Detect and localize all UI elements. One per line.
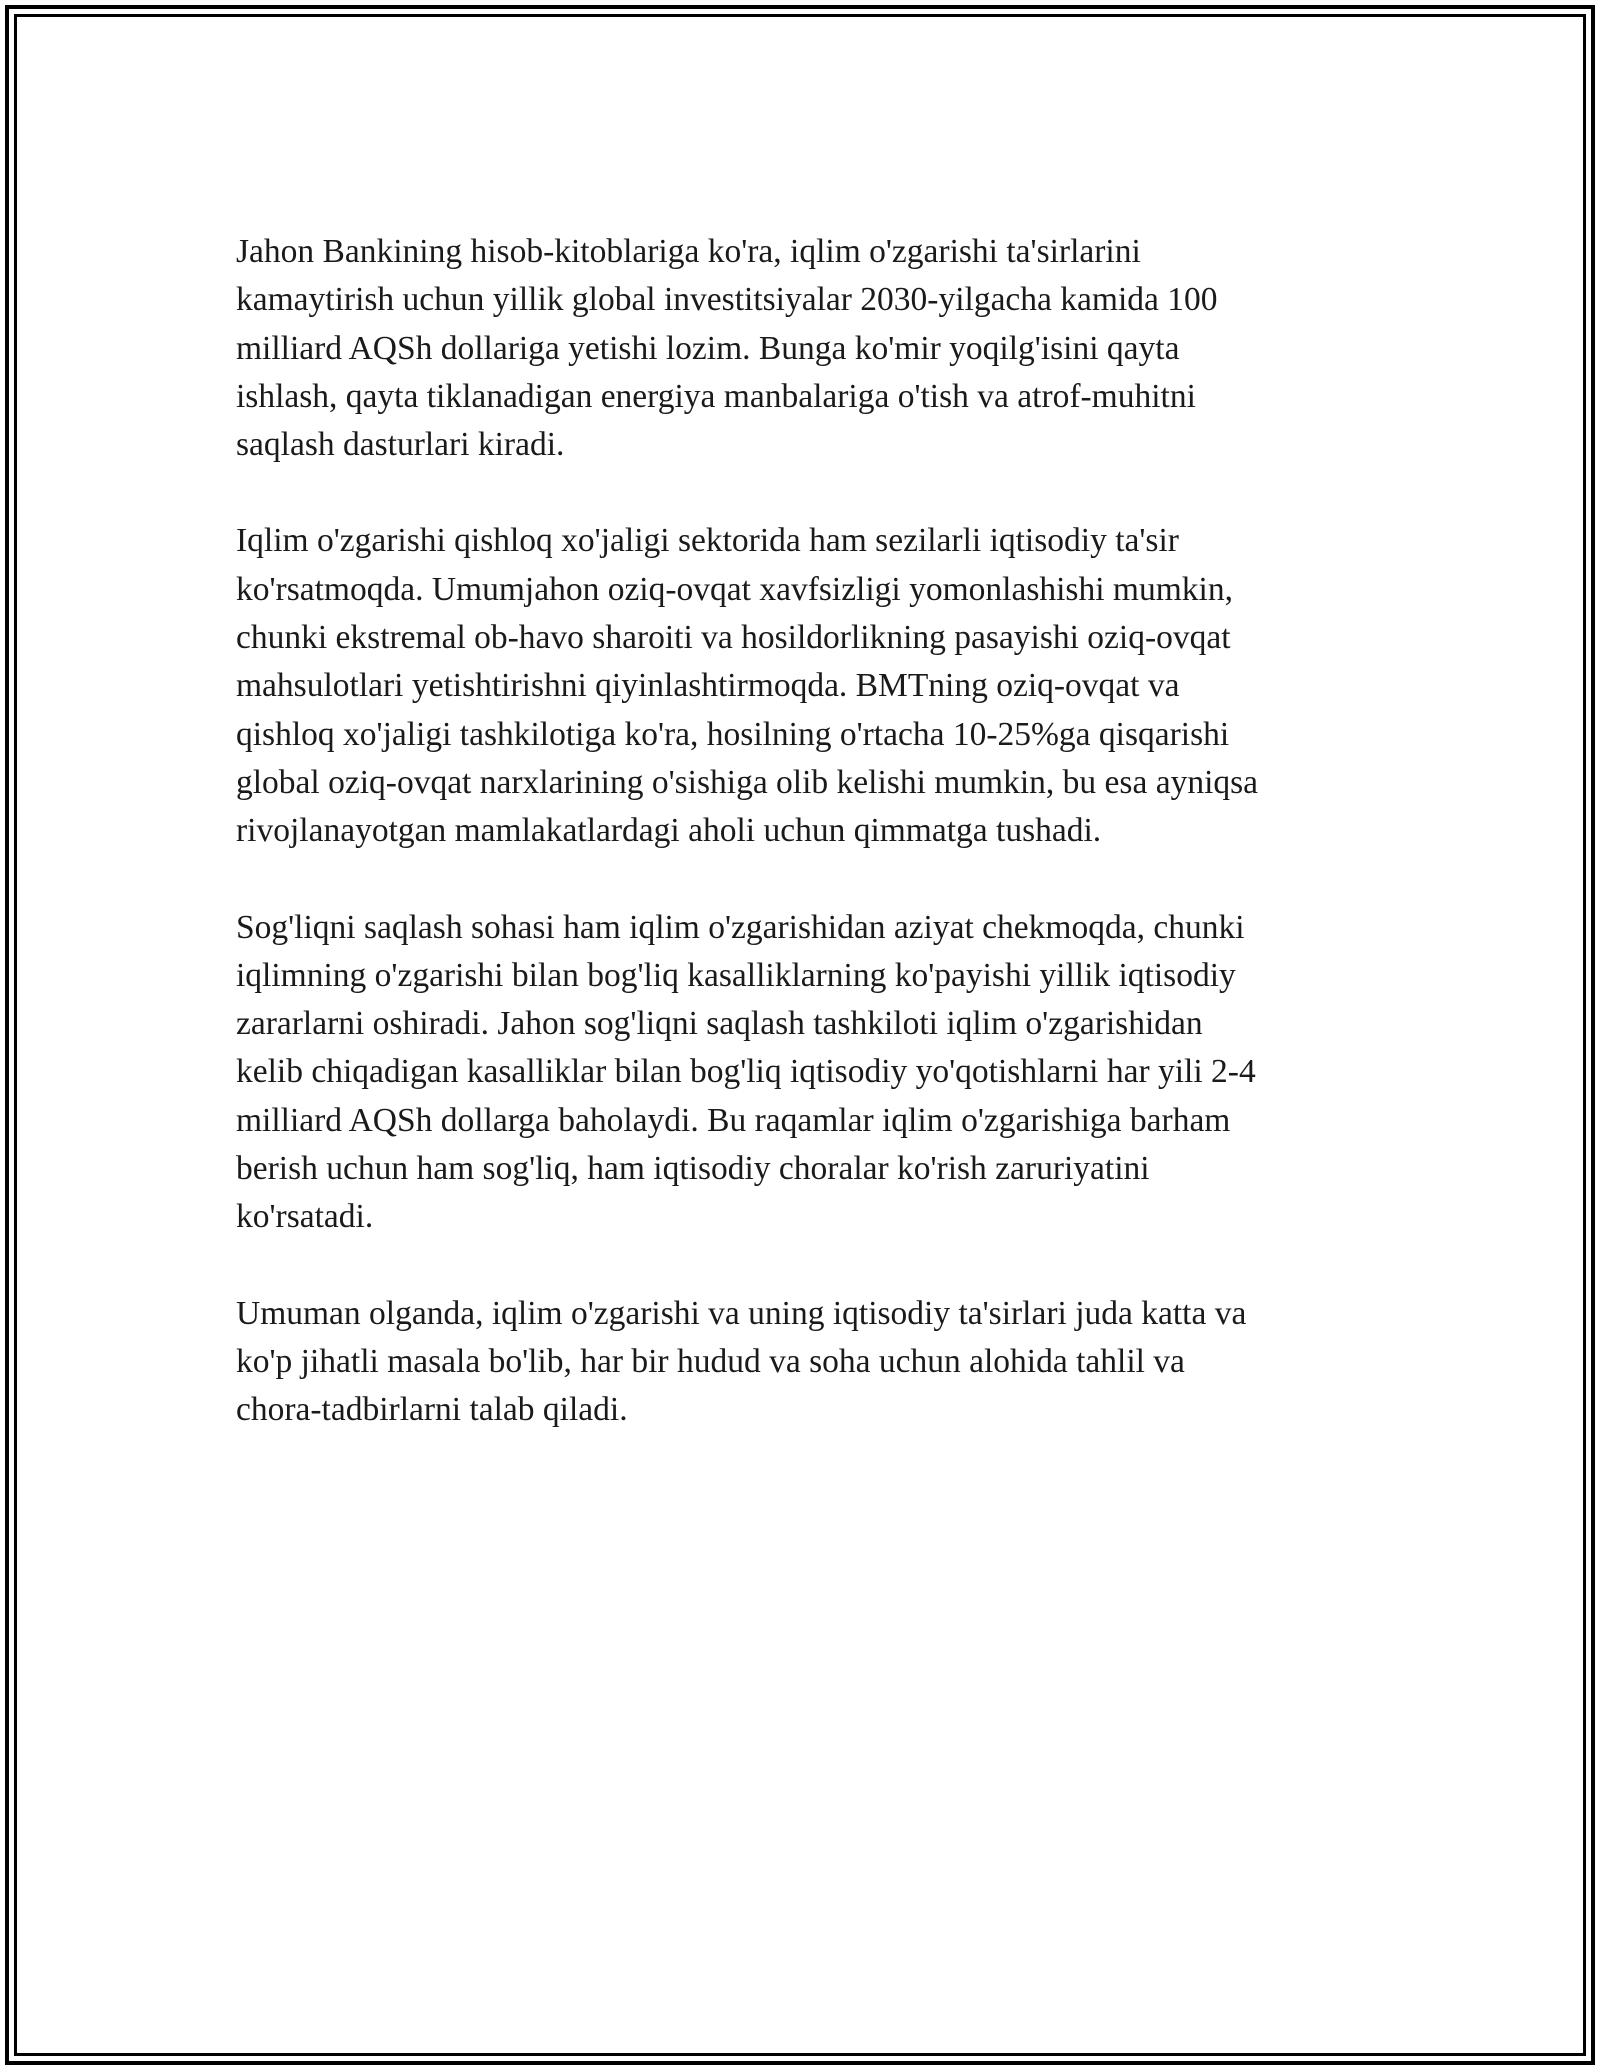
text-line: kamaytirish uchun yillik global investitsiyalar 2030-yilgacha kamida 100 bbox=[236, 281, 1218, 319]
text-line: ko'p jihatli masala bo'lib, har bir hudud va soha uchun alohida tahlil va bbox=[236, 1342, 1185, 1380]
text-line: Umuman olganda, iqlim o'zgarishi va uning iqtisodiy ta'sirlari juda katta va bbox=[236, 1294, 1247, 1332]
text-line: rivojlanayotgan mamlakatlardagi aholi uchun qimmatga tushadi. bbox=[236, 812, 1102, 850]
text-line: global oziq-ovqat narxlarining o'sishiga olib kelishi mumkin, bu esa ayniqsa bbox=[236, 763, 1259, 801]
text-line: kelib chiqadigan kasalliklar bilan bog'liq iqtisodiy yo'qotishlarni har yili 2-4 bbox=[236, 1053, 1256, 1091]
text-line: chora-tadbirlarni talab qiladi. bbox=[236, 1391, 628, 1429]
text-line: iqlimning o'zgarishi bilan bog'liq kasalliklarning ko'payishi yillik iqtisodiy bbox=[236, 956, 1236, 994]
text-line: saqlash dasturlari kiradi. bbox=[236, 426, 565, 464]
text-line: mahsulotlari yetishtirishni qiyinlashtirmoqda. BMTning oziq-ovqat va bbox=[236, 667, 1180, 705]
text-line: milliard AQSh dollarga baholaydi. Bu raqamlar iqlim o'zgarishiga barham bbox=[236, 1101, 1231, 1139]
document-body bbox=[236, 228, 1366, 1483]
text-line: chunki ekstremal ob-havo sharoiti va hosildorlikning pasayishi oziq-ovqat bbox=[236, 619, 1231, 657]
text-line: Jahon Bankining hisob-kitoblariga ko'ra, iqlim o'zgarishi ta'sirlarini bbox=[236, 233, 1141, 270]
text-line: qishloq xo'jaligi tashkilotiga ko'ra, hosilning o'rtacha 10-25%ga qisqarishi bbox=[236, 715, 1230, 753]
text-line: milliard AQSh dollariga yetishi lozim. Bunga ko'mir yoqilg'isini qayta bbox=[236, 329, 1180, 367]
text-line: ishlash, qayta tiklanadigan energiya manbalariga o'tish va atrof-muhitni bbox=[236, 377, 1196, 415]
paragraph-health bbox=[236, 904, 1366, 1242]
text-line: Sog'liqni saqlash sohasi ham iqlim o'zgarishidan aziyat chekmoqda, chunki bbox=[236, 908, 1245, 946]
text-line: Iqlim o'zgarishi qishloq xo'jaligi sektorida ham sezilarli iqtisodiy ta'sir bbox=[236, 522, 1179, 560]
text-line: berish uchun ham sog'liq, ham iqtisodiy choralar ko'rish zaruriyatini bbox=[236, 1150, 1150, 1188]
text-line: ko'rsatmoqda. Umumjahon oziq-ovqat xavfsizligi yomonlashishi mumkin, bbox=[236, 570, 1233, 608]
paragraph-conclusion bbox=[236, 1290, 1366, 1435]
text-line: zararlarni oshiradi. Jahon sog'liqni saqlash tashkiloti iqlim o'zgarishidan bbox=[236, 1005, 1203, 1043]
paragraph-investments bbox=[236, 228, 1366, 469]
text-line: ko'rsatadi. bbox=[236, 1198, 374, 1236]
paragraph-agriculture bbox=[236, 517, 1366, 855]
